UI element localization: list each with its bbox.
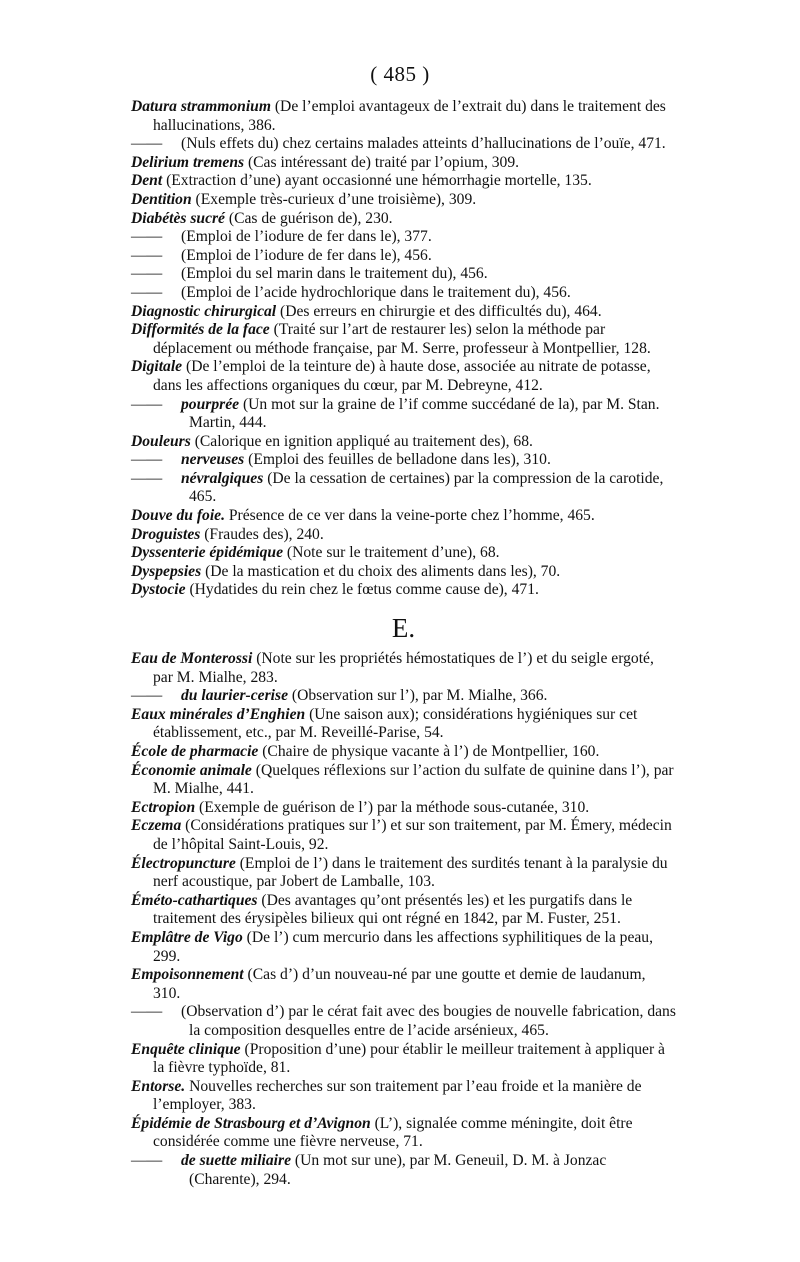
index-entry [131, 762, 676, 799]
entry-text: (Exemple de guérison de l’) par la méthode sous-cutanée, 310. [195, 798, 590, 816]
index-entry [131, 966, 676, 1003]
entry-headword: Électropuncture [131, 854, 236, 872]
entry-text: Présence de ce ver dans la veine-porte chez l’homme, 465. [224, 507, 595, 525]
entry-headword: Entorse. [131, 1077, 186, 1095]
index-column [131, 98, 676, 1189]
entry-text: (Considérations pratiques sur l’) et sur son traitement, par M. Émery, médecin de l’hôpital Saint-Louis, 92. [153, 817, 672, 853]
entry-headword: Douve du foie. [131, 507, 225, 525]
ditto-dash: —— [131, 228, 163, 246]
index-entry [131, 358, 676, 395]
entry-headword: Diagnostic chirurgical [131, 302, 277, 320]
entry-text: (Cas d’) d’un nouveau-né par une goutte et demie de laudanum, 310. [153, 966, 646, 1002]
entries-d-list [131, 98, 676, 600]
index-entry [131, 581, 676, 600]
entries-e-list [131, 650, 676, 1189]
index-entry [131, 1003, 676, 1040]
entry-text: (Fraudes des), 240. [200, 525, 324, 543]
entry-text: (De l’) cum mercurio dans les affections syphilitiques de la peau, 299. [153, 928, 653, 965]
index-entry [131, 855, 676, 892]
entry-text: (Emploi de l’iodure de fer dans le), 456. [181, 246, 432, 264]
index-entry [131, 98, 676, 135]
ditto-dash: —— [131, 283, 163, 301]
index-entry [131, 1115, 676, 1152]
ditto-dash: —— [131, 1152, 163, 1170]
entry-headword: Eczema [131, 817, 182, 835]
entry-text: (Emploi du sel marin dans le traitement du), 456. [181, 265, 488, 283]
entry-headword: Diabétès sucré [131, 209, 225, 227]
page-number: ( 485 ) [370, 62, 430, 86]
index-entry [131, 303, 676, 322]
entry-headword: École de pharmacie [131, 743, 259, 760]
entry-headword: Dyssenterie épidémique [131, 544, 284, 562]
ditto-dash: —— [131, 265, 163, 283]
entry-headword: Éméto-cathartiques [131, 891, 258, 909]
entry-headword: Douleurs [131, 432, 191, 450]
index-entry [131, 817, 676, 854]
entry-headword: Dystocie [131, 581, 186, 599]
index-entry [131, 210, 676, 229]
index-entry [131, 396, 676, 433]
index-entry [131, 1041, 676, 1078]
ditto-dash: —— [131, 395, 163, 413]
entry-text: (De la mastication et du choix des aliments dans les), 70. [201, 562, 561, 580]
index-entry [131, 433, 676, 452]
entry-headword: Ectropion [131, 798, 196, 816]
index-entry [131, 154, 676, 173]
index-entry [131, 1078, 676, 1115]
entry-text: (Proposition d’une) pour établir le meilleur traitement à appliquer à la fièvre typhoïde, 81. [153, 1040, 665, 1077]
index-entry [131, 451, 676, 470]
index-entry [131, 191, 676, 210]
index-entry [131, 172, 676, 191]
entry-text: (Des erreurs en chirurgie et des difficultés du), 464. [276, 302, 602, 320]
entry-headword: Difformités de la face [131, 321, 270, 339]
entry-text: (Traité sur l’art de restaurer les) selon la méthode par déplacement ou méthode française, par M. Serre, professeur à Montpellier, 128. [153, 321, 651, 357]
entry-headword: de suette miliaire [181, 1152, 292, 1170]
entry-text: (Hydatides du rein chez le fœtus comme cause de), 471. [185, 581, 539, 599]
entry-text: (Cas de guérison de), 230. [224, 209, 393, 227]
entry-text: (Emploi de l’) dans le traitement des surdités tenant à la paralysie du nerf acoustique, par Jobert de Lamballe, 103. [153, 854, 668, 891]
index-entry [131, 743, 676, 762]
entry-text: (Un mot sur une), par M. Geneuil, D. M. à Jonzac (Charente), 294. [189, 1152, 607, 1188]
entry-headword: Dentition [131, 190, 192, 208]
ditto-dash: —— [131, 687, 163, 705]
entry-text: (Quelques réflexions sur l’action du sulfate de quinine dans l’), par M. Mialhe, 441. [153, 761, 674, 798]
entry-text: (Emploi de l’iodure de fer dans le), 377. [181, 228, 432, 246]
entry-headword: Dent [131, 172, 163, 190]
entry-text: (De la cessation de certaines) par la compression de la carotide, 465. [189, 469, 664, 506]
ditto-dash: —— [131, 469, 163, 487]
index-entry [131, 892, 676, 929]
entry-headword: Digitale [131, 358, 183, 376]
entry-text: (L’), signalée comme méningite, doit être considérée comme une fièvre nerveuse, 71. [153, 1114, 633, 1151]
index-entry [131, 265, 676, 284]
entry-text: (Une saison aux); considérations hygiéniques sur cet établissement, etc., par M. Reveillé-Parise, 54. [153, 705, 638, 742]
entry-text: (Exemple très-curieux d’une troisième), 309. [191, 190, 477, 208]
ditto-dash: —— [131, 451, 163, 469]
entry-text: (Des avantages qu’ont présentés les) et les purgatifs dans le traitement des érysipèles bilieux qui ont régné en 1842, par M. Fuster, 251. [153, 891, 633, 928]
entry-text: (Observation d’) par le cérat fait avec des bougies de nouvelle fabrication, dans la composition desquelles entre de l’acide arsénieux, 465. [181, 1003, 676, 1039]
entry-headword: Eaux minérales d’Enghien [131, 705, 306, 723]
entry-text: (Emploi de l’acide hydrochlorique dans le traitement du), 456. [181, 283, 571, 301]
entry-text: (Note sur les propriétés hémostatiques de l’) et du seigle ergoté, par M. Mialhe, 283. [153, 650, 654, 686]
entry-headword: Emplâtre de Vigo [131, 928, 243, 946]
index-entry [131, 544, 676, 563]
ditto-dash: —— [131, 246, 163, 264]
entry-text: (Emploi des feuilles de belladone dans les), 310. [244, 451, 551, 469]
index-entry [131, 507, 676, 526]
entry-text: (De l’emploi de la teinture de) à haute dose, associée au nitrate de potasse, dans les affections organiques du cœur, par M. Debreyne, 412. [153, 358, 651, 394]
entry-headword: du laurier-cerise [181, 687, 288, 705]
entry-text: (Calorique en ignition appliqué au traitement des), 68. [190, 432, 533, 450]
index-entry [131, 247, 676, 266]
section-heading-e: E. [391, 613, 416, 644]
entry-headword: Eau de Monterossi [131, 650, 253, 668]
index-entry [131, 799, 676, 818]
entry-headword: Empoisonnement [131, 966, 244, 984]
entry-text: (Un mot sur la graine de l’if comme succédané de la), par M. Stan. Martin, 444. [189, 395, 660, 432]
index-entry [131, 687, 676, 706]
entry-text: Nouvelles recherches sur son traitement par l’eau froide et la manière de l’employer, 383. [153, 1077, 642, 1114]
ditto-dash: —— [131, 135, 163, 153]
entry-text: (Extraction d’une) ayant occasionné une hémorrhagie mortelle, 135. [162, 172, 592, 190]
index-entry [131, 321, 676, 358]
entry-text: (Cas intéressant de) traité par l’opium, 309. [244, 153, 520, 171]
entry-text: (Chaire de physique vacante à l’) de Montpellier, 160. [258, 743, 600, 760]
index-entry [131, 284, 676, 303]
index-entry [131, 526, 676, 545]
index-entry [131, 706, 676, 743]
entry-headword: Datura strammonium [131, 98, 271, 115]
entry-headword: Delirium tremens [131, 153, 245, 171]
ditto-dash: —— [131, 1003, 163, 1021]
entry-headword: Économie animale [131, 761, 252, 779]
index-entry [131, 228, 676, 247]
entry-text: (Note sur le traitement d’une), 68. [283, 544, 500, 562]
index-entry [131, 1152, 676, 1189]
entry-text: (De l’emploi avantageux de l’extrait du) dans le traitement des hallucinations, 386. [153, 98, 666, 134]
entry-headword: Dyspepsies [131, 562, 202, 580]
entry-headword: névralgiques [181, 469, 264, 487]
entry-text: (Observation sur l’), par M. Mialhe, 366. [288, 687, 548, 705]
entry-headword: Enquête clinique [131, 1040, 241, 1058]
index-entry [131, 650, 676, 687]
entry-headword: pourprée [181, 395, 240, 413]
index-entry [131, 563, 676, 582]
entry-text: (Nuls effets du) chez certains malades atteints d’hallucinations de l’ouïe, 471. [181, 135, 666, 153]
index-entry [131, 135, 676, 154]
index-entry [131, 929, 676, 966]
entry-headword: Droguistes [131, 525, 201, 543]
index-entry [131, 470, 676, 507]
entry-headword: Épidémie de Strasbourg et d’Avignon [131, 1114, 371, 1132]
entry-headword: nerveuses [181, 451, 245, 469]
